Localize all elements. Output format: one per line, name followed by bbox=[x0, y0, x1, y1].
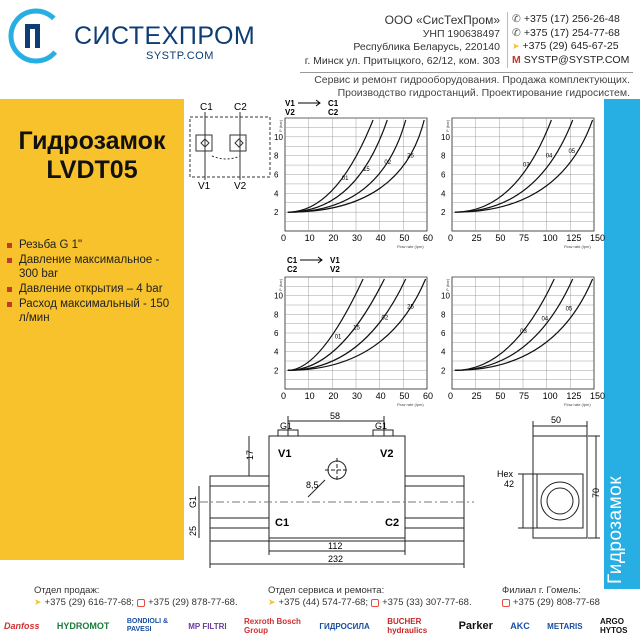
x-tick-label: 50 bbox=[495, 233, 506, 243]
dim-70: 70 bbox=[591, 487, 601, 498]
dim-17: 17 bbox=[245, 449, 255, 460]
email[interactable]: SYSTP@SYSTP.COM bbox=[523, 53, 630, 66]
feature-item: Расход максимальный - 150 л/мин bbox=[6, 297, 178, 325]
y-tick-label: 6 bbox=[274, 329, 279, 338]
front-v2: V2 bbox=[380, 448, 394, 460]
x-axis-label: Flow rate (lpm) bbox=[564, 402, 591, 407]
y-tick-label: 2 bbox=[274, 366, 279, 376]
x-tick-label: 20 bbox=[328, 233, 339, 243]
front-c1: C1 bbox=[275, 517, 290, 529]
x-tick-label: 40 bbox=[375, 391, 386, 401]
brand-logo: AKC bbox=[510, 621, 530, 631]
y-tick-label: 10 bbox=[441, 291, 450, 301]
curve-label: 03 bbox=[523, 162, 530, 169]
service-phone-1[interactable]: +375 (44) 574-77-68; bbox=[278, 597, 369, 608]
scheme-v2: V2 bbox=[234, 181, 247, 192]
x-tick-label: 0 bbox=[448, 391, 454, 401]
y-tick-label: 6 bbox=[274, 170, 279, 180]
services-line-2: Производство гидростанций. Проектирование гидросистем. bbox=[337, 87, 630, 99]
dim-25: 25 bbox=[188, 525, 198, 536]
chart-curve bbox=[288, 279, 406, 370]
whatsapp-icon bbox=[371, 599, 379, 607]
y-tick-label: 4 bbox=[274, 189, 279, 199]
y-axis-label: P (bar) bbox=[445, 278, 450, 291]
x-tick-label: 10 bbox=[304, 233, 315, 243]
whatsapp-icon bbox=[502, 599, 510, 607]
sales-phone-1[interactable]: +375 (29) 616-77-68; bbox=[44, 597, 135, 608]
x-tick-label: 75 bbox=[519, 233, 530, 243]
curve-label: 01 bbox=[334, 334, 342, 341]
brand-logo: HYDROMOT bbox=[56, 621, 110, 631]
brand-logo: Rexroth Bosch Group bbox=[244, 617, 301, 635]
x-axis-label: Flow rate (lpm) bbox=[564, 244, 591, 249]
y-tick-label: 2 bbox=[441, 366, 446, 376]
brand-logo: ARGO HYTOS bbox=[599, 617, 628, 635]
telegram-icon: ➤ bbox=[268, 597, 276, 607]
brand-logo: MP FILTRI bbox=[188, 621, 227, 631]
company-name: ООО «СисТехПром» bbox=[384, 13, 500, 27]
scheme-v1: V1 bbox=[198, 181, 211, 192]
curve-label: 02 bbox=[381, 315, 389, 322]
x-tick-label: 100 bbox=[542, 391, 558, 401]
dim-50: 50 bbox=[551, 415, 562, 425]
y-tick-label: 2 bbox=[274, 208, 279, 218]
dim-g1-left: G1 bbox=[280, 421, 293, 431]
x-tick-label: 30 bbox=[352, 233, 363, 243]
curve-label: 01 bbox=[341, 175, 349, 182]
arrow-right-icon bbox=[300, 257, 322, 263]
chart-curve bbox=[288, 279, 363, 370]
branch-title: Филиал г. Гомель: bbox=[502, 585, 581, 596]
chart-curve bbox=[288, 120, 387, 212]
x-tick-label: 0 bbox=[281, 391, 287, 401]
curve-label: 05 bbox=[568, 148, 576, 155]
service-block bbox=[268, 585, 472, 608]
side-band-label: Гидрозамок bbox=[605, 475, 626, 584]
y-tick-label: 4 bbox=[441, 347, 446, 357]
x-tick-label: 50 bbox=[495, 391, 506, 401]
product-model: LVDT05 bbox=[46, 156, 138, 184]
y-tick-label: 8 bbox=[441, 310, 446, 320]
chart-curve bbox=[288, 279, 385, 370]
brand-logo: Parker bbox=[458, 620, 493, 632]
x-tick-label: 150 bbox=[590, 233, 606, 243]
company-country: Республика Беларусь, 220140 bbox=[353, 41, 500, 53]
feature-item: Давление максимальное - 300 bar bbox=[6, 253, 178, 281]
dim-g1-right: G1 bbox=[375, 421, 388, 431]
x-tick-label: 60 bbox=[423, 391, 434, 401]
chart-curve bbox=[455, 120, 576, 212]
service-phone-2[interactable]: +375 (33) 307-77-68. bbox=[382, 597, 472, 608]
curve-label: 25 bbox=[407, 304, 414, 311]
brand-site: SYSTP.COM bbox=[146, 50, 214, 62]
x-axis-label: Flow rate (lpm) bbox=[397, 244, 424, 249]
dir-top-a: V1 bbox=[285, 99, 295, 108]
x-tick-label: 10 bbox=[304, 391, 315, 401]
phone-icon: ✆ bbox=[512, 13, 521, 25]
brand-logo: ГИДРОСИЛА bbox=[319, 621, 370, 631]
x-tick-label: 25 bbox=[471, 233, 482, 243]
curve-label: 04 bbox=[541, 316, 549, 323]
x-axis-label: Flow rate (lpm) bbox=[397, 402, 424, 407]
chart-curve bbox=[455, 279, 573, 370]
feature-item: Давление открытия – 4 bar bbox=[6, 282, 178, 296]
company-unp: УНП 190638497 bbox=[422, 27, 500, 40]
brand-logo: Danfoss bbox=[4, 621, 40, 631]
y-tick-label: 6 bbox=[441, 170, 446, 180]
telegram-icon: ➤ bbox=[512, 41, 520, 51]
x-tick-label: 25 bbox=[471, 391, 482, 401]
y-axis-label: P (bar) bbox=[278, 119, 283, 132]
product-title-line-1: Гидрозамок bbox=[18, 127, 166, 155]
whatsapp-icon bbox=[137, 599, 145, 607]
x-tick-label: 50 bbox=[399, 391, 410, 401]
brand-logo: METARIS bbox=[547, 621, 583, 631]
services-line-1: Сервис и ремонт гидрооборудования. Продажа комплектующих. bbox=[314, 74, 630, 86]
chart-curve bbox=[455, 279, 554, 370]
brand-name: СИСТЕХПРОМ bbox=[74, 22, 256, 50]
dim-112: 112 bbox=[328, 541, 343, 551]
x-tick-label: 60 bbox=[423, 233, 434, 243]
dir-top-c: C1 bbox=[328, 99, 339, 108]
x-tick-label: 0 bbox=[448, 233, 454, 243]
y-tick-label: 8 bbox=[274, 151, 279, 161]
dim-g1-bottom: G1 bbox=[188, 495, 198, 508]
y-tick-label: 10 bbox=[274, 291, 283, 301]
branch-block bbox=[502, 585, 600, 608]
y-axis-label: P (bar) bbox=[278, 278, 283, 291]
brand-logo: BONDIOLI & PAVESI bbox=[126, 618, 169, 633]
branch-phone[interactable]: +375 (29) 808-77-68 bbox=[513, 597, 600, 608]
dim-8-5: 8,5 bbox=[306, 480, 319, 490]
mail-icon: M bbox=[512, 53, 521, 66]
sales-block bbox=[34, 585, 238, 608]
y-tick-label: 2 bbox=[441, 208, 446, 218]
x-tick-label: 0 bbox=[281, 233, 287, 243]
brand-logo: BUCHER hydraulics bbox=[387, 617, 428, 635]
y-tick-label: 4 bbox=[274, 347, 279, 357]
x-tick-label: 125 bbox=[566, 391, 582, 401]
telegram-icon: ➤ bbox=[34, 597, 42, 607]
curve-label: 25 bbox=[407, 153, 414, 160]
y-tick-label: 8 bbox=[441, 151, 446, 161]
x-tick-label: 100 bbox=[542, 233, 558, 243]
dir-bottom-b: C2 bbox=[287, 265, 298, 274]
arrow-right-icon bbox=[298, 100, 320, 106]
y-tick-label: 10 bbox=[441, 132, 450, 142]
scheme-c2: C2 bbox=[234, 102, 247, 113]
y-tick-label: 10 bbox=[274, 132, 283, 142]
curve-label: 15 bbox=[363, 166, 370, 173]
dir-top-d: C2 bbox=[328, 108, 339, 117]
phone-icon: ✆ bbox=[512, 26, 521, 39]
chart-curve bbox=[288, 120, 373, 212]
chart-curve bbox=[455, 120, 552, 212]
phone-3[interactable]: +375 (29) 645-67-25 bbox=[522, 40, 619, 52]
dir-top-b: V2 bbox=[285, 108, 295, 117]
y-axis-label: P (bar) bbox=[445, 119, 450, 132]
front-v1: V1 bbox=[278, 448, 292, 460]
curve-label: 04 bbox=[545, 153, 553, 160]
front-c2: C2 bbox=[385, 517, 400, 529]
service-title: Отдел сервиса и ремонта: bbox=[268, 585, 385, 596]
x-tick-label: 125 bbox=[566, 233, 582, 243]
y-tick-label: 4 bbox=[441, 189, 446, 199]
dim-42: 42 bbox=[504, 479, 515, 489]
brand-strip bbox=[0, 612, 640, 640]
dir-bottom-a: C1 bbox=[287, 256, 298, 265]
valve-side-view bbox=[518, 421, 600, 538]
dir-bottom-d: V2 bbox=[330, 265, 340, 274]
x-tick-label: 40 bbox=[375, 233, 386, 243]
hydraulic-scheme bbox=[190, 112, 270, 180]
curve-label: 02 bbox=[384, 160, 392, 167]
sales-title: Отдел продаж: bbox=[34, 585, 100, 596]
x-tick-label: 50 bbox=[399, 233, 410, 243]
x-tick-label: 30 bbox=[352, 391, 363, 401]
dim-232: 232 bbox=[328, 554, 344, 564]
company-address: г. Минск ул. Притыцкого, 62/12, ком. 303 bbox=[304, 54, 500, 67]
feature-item: Резьба G 1" bbox=[6, 238, 178, 252]
y-tick-label: 8 bbox=[274, 310, 279, 320]
dir-bottom-c: V1 bbox=[330, 256, 340, 265]
curve-label: 03 bbox=[520, 329, 527, 335]
scheme-c1: C1 bbox=[200, 102, 213, 113]
x-tick-label: 75 bbox=[519, 391, 530, 401]
phone-1[interactable]: +375 (17) 256-26-48 bbox=[523, 13, 620, 25]
phone-2[interactable]: +375 (17) 254-77-68 bbox=[523, 26, 620, 39]
y-tick-label: 6 bbox=[441, 329, 446, 338]
curve-label: 15 bbox=[353, 325, 360, 332]
x-tick-label: 150 bbox=[590, 391, 606, 401]
dim-hex: Hex bbox=[497, 469, 514, 479]
x-tick-label: 20 bbox=[328, 391, 339, 401]
curve-label: 05 bbox=[565, 306, 573, 313]
dim-58: 58 bbox=[330, 411, 341, 421]
sales-phone-2[interactable]: +375 (29) 878-77-68. bbox=[148, 597, 238, 608]
